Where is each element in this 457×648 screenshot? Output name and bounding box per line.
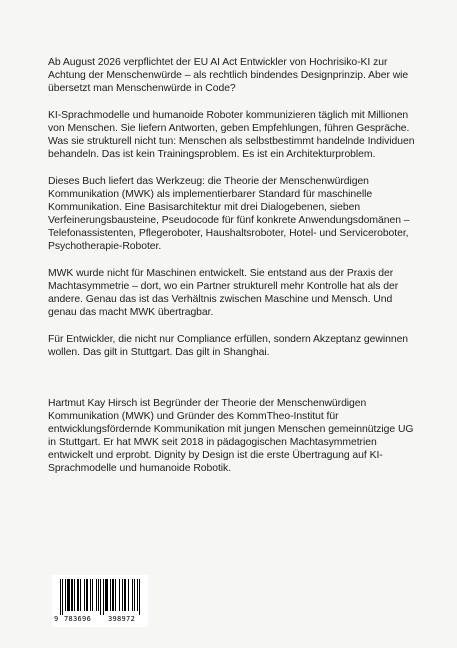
- barcode-bar-23: [128, 579, 129, 611]
- blurb-paragraph-4: MWK wurde nicht für Maschinen entwickelt. Sie entstand aus der Praxis der Machtasymmetrie – dort, wo ein Partner strukturell mehr Kontrolle hat als der andere. Genau das ist das Verhältnis zwischen Maschine und Mensch. Und genau das macht MWK übertragbar.: [48, 268, 399, 318]
- barcode-bar-19: [115, 579, 116, 611]
- barcode-bar-0: [60, 579, 61, 615]
- barcode-bar-26: [137, 579, 138, 611]
- isbn-right-group: 398972: [108, 615, 136, 623]
- barcode-bar-5: [74, 579, 75, 611]
- isbn-number: [54, 615, 148, 623]
- barcode-bar-15: [103, 579, 104, 615]
- isbn-barcode: [52, 575, 148, 627]
- barcode-bar-11: [92, 579, 93, 611]
- blurb-paragraph-5: Für Entwickler, die nicht nur Compliance erfüllen, sondern Akzeptanz gewinnen wollen. Das gilt in Stuttgart. Das gilt in Shanghai.: [48, 334, 409, 358]
- barcode-bar-1: [62, 579, 63, 615]
- barcode-bar-13: [98, 579, 99, 611]
- barcode-bar-20: [119, 579, 120, 611]
- barcode-bar-12: [96, 579, 97, 611]
- barcode-bar-9: [86, 579, 88, 611]
- blurb-text: [48, 56, 420, 373]
- isbn-left-group: 783696: [64, 615, 92, 623]
- barcode-bar-14: [100, 579, 101, 615]
- barcode-bar-24: [132, 579, 133, 611]
- barcode-bar-3: [67, 579, 70, 611]
- barcode-bar-18: [112, 579, 114, 611]
- isbn-lead-digit: 9: [54, 615, 59, 623]
- barcode-bar-6: [77, 579, 79, 611]
- barcode-bar-21: [122, 579, 123, 611]
- barcode-bar-16: [105, 579, 108, 611]
- barcode-bar-27: [139, 579, 140, 615]
- blurb-paragraph-2: KI-Sprachmodelle und humanoide Roboter kommunizieren täglich mit Millionen von Menschen. Sie liefern Antworten, geben Empfehlungen, führen Gespräche. Was sie strukturell nicht tun: Menschen als selbstbestimmt handelnde Individuen behandeln. Das ist kein Trainingsproblem. Es ist ein Architekturproblem.: [48, 110, 415, 160]
- barcode-bar-8: [84, 579, 85, 611]
- blurb-paragraph-1: Ab August 2026 verpflichtet der EU AI Act Entwickler von Hochrisiko-KI zur Achtung der Menschenwürde – als rechtlich bindendes Designprinzip. Aber wie übersetzt man Menschenwürde in Code?: [48, 57, 409, 94]
- barcode-bar-25: [134, 579, 135, 611]
- blurb-paragraph-3: Dieses Buch liefert das Werkzeug: die Theorie der Menschenwürdigen Kommunikation (MWK) als implementierbarer Standard für maschinelle Kommunikation. Eine Basisarchitektur mit drei Dialogebenen, sieben Verfeinerungsbausteine, Pseudocode für fünf konkrete Anwendungsdomänen – Telefonassistenten, Pflegeroboter, Haushaltsroboter, Hotel- und Serviceroboter, Psychotherapie-Roboter.: [48, 176, 410, 252]
- author-bio: Hartmut Kay Hirsch ist Begründer der Theorie der Menschenwürdigen Kommunikation (MWK) und Gründer des KommTheo-Institut für entwicklungsfördernde Kommunikation mit jungen Menschen gemeinnützige UG in Stuttgart. Er hat MWK seit 2018 in pädagogischen Machtasymmetrien entwickelt und erprobt. Dignity by Design ist die erste Übertragung auf KI-Sprachmodelle und humanoide Robotik.: [48, 398, 414, 474]
- author-bio-section: [48, 397, 420, 489]
- barcode-bars: [60, 579, 144, 615]
- barcode-bar-22: [124, 579, 126, 611]
- barcode-bar-4: [71, 579, 73, 611]
- barcode-bar-10: [90, 579, 91, 611]
- barcode-bar-7: [80, 579, 81, 611]
- barcode-bar-2: [65, 579, 66, 611]
- barcode-bar-17: [110, 579, 111, 611]
